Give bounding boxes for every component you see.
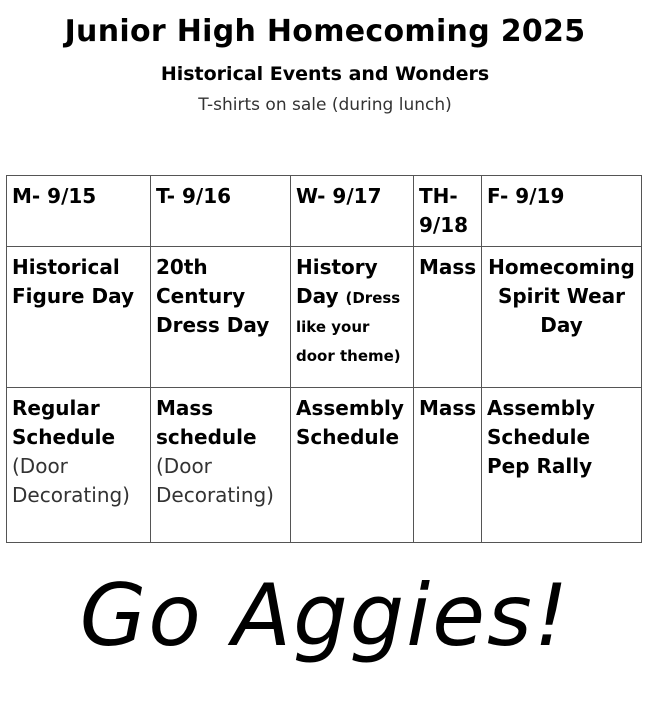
table-row bbox=[7, 176, 642, 247]
tshirt-note: T-shirts on sale (during lunch) bbox=[198, 95, 452, 115]
theme-cell-mon: Historical Figure Day bbox=[7, 247, 151, 388]
page-subtitle: Historical Events and Wonders bbox=[160, 63, 490, 85]
event-tue-sub: (Door Decorating) bbox=[156, 454, 274, 507]
day-header-tue: T- 9/16 bbox=[151, 176, 291, 247]
day-header-mon: M- 9/15 bbox=[7, 176, 151, 247]
slogan: Go Aggies! bbox=[79, 566, 571, 666]
day-header-thu: TH- 9/18 bbox=[414, 176, 482, 247]
table-row bbox=[7, 247, 642, 388]
theme-wed-sub: (Dress like your door theme) bbox=[296, 289, 401, 365]
theme-cell-wed bbox=[291, 247, 414, 388]
event-tue-main: Mass schedule bbox=[156, 396, 257, 449]
event-cell-fri: Assembly Schedule Pep Rally bbox=[482, 388, 642, 543]
event-cell-tue bbox=[151, 388, 291, 543]
theme-cell-thu: Mass bbox=[414, 247, 482, 388]
table-row bbox=[7, 388, 642, 543]
theme-cell-fri: Homecoming Spirit Wear Day bbox=[482, 247, 642, 388]
event-cell-mon bbox=[7, 388, 151, 543]
schedule-table bbox=[6, 175, 642, 543]
event-mon-sub: (Door Decorating) bbox=[12, 454, 130, 507]
theme-wed-main: History Day bbox=[296, 255, 378, 308]
day-header-fri: F- 9/19 bbox=[482, 176, 642, 247]
theme-cell-tue: 20th Century Dress Day bbox=[151, 247, 291, 388]
page-title: Junior High Homecoming 2025 bbox=[64, 14, 586, 49]
event-mon-main: Regular Schedule bbox=[12, 396, 116, 449]
event-cell-thu: Mass bbox=[414, 388, 482, 543]
event-cell-wed: Assembly Schedule bbox=[291, 388, 414, 543]
day-header-wed: W- 9/17 bbox=[291, 176, 414, 247]
